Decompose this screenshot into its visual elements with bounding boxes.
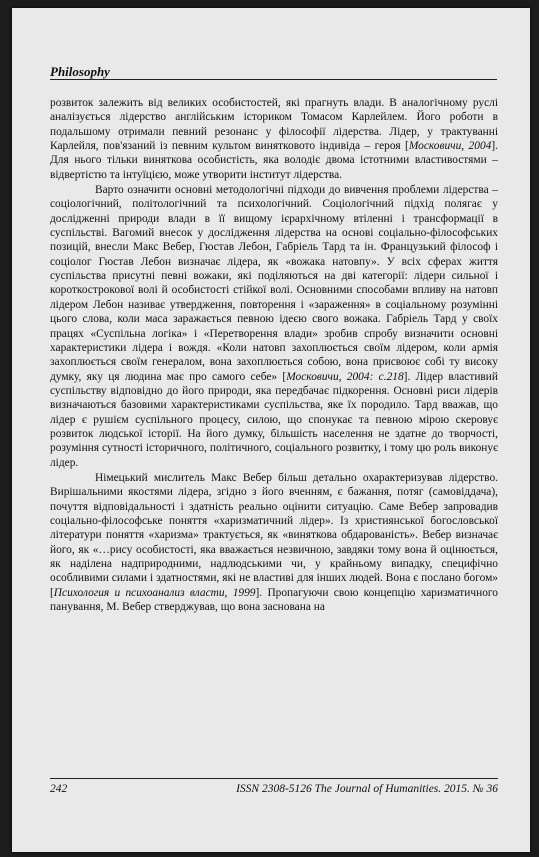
page-number: 242 [50, 783, 68, 795]
paragraph [50, 471, 498, 614]
paragraph-text: розвиток залежить від великих особистостей, які прагнуть влади. В аналогічному руслі аналізується лідерство англійським істориком Томасом Карлейлем. Його роботи в подальшому отримали певний резонанс у філософії лідерства. Лідер, у трактуванні Карлейля, пов'язаний із певним культом винятковото індивіда – героя [ [50, 97, 498, 153]
paragraph [50, 183, 498, 470]
article-body [50, 96, 498, 615]
paragraph-text: ]. Лідер властивий суспільству відповідно до його природи, яка передбачає підкорення. Основні риси лідерів визначаються базовими характеристиками суспільства, яке їх породило. Тард вважав, що лідер є рушієм суспільного процесу, силою, що спонукає та певною мірою скеровує розвиток людської історії. На його думку, більшість населення не здатне до творчості, розуміння сутності історичного, політичного, соціального розвитку, і тому цю роль виконує лідер. [50, 370, 498, 469]
paragraph [50, 96, 498, 182]
section-header: Philosophy [50, 64, 497, 80]
paragraph-text: Варто означити основні методологічні підходи до вивчення проблеми лідерства – соціологічний, політологічний та психологічний. Соціологічний підхід полягає у дослідженні природи влади в її вищому ієрархічному втіленні і трансформації в суспільстві. Вагомий внесок у дослідження лідерства на основі соціально-філософських позицій, внесли Макс Вебер, Гюстав Лебон, Габріель Тард та ін. Французький філософ і соціолог Гюстав Лебон визначає лідера, як «вожака натовпу». У всіх сферах життя суспільства присутні певні вожаки, які поділяються на дві категорії: лідери сильної і короткострокової волі й особистості стійкої волі. Основними способами впливу на натовп лідером Лебон називає утвердження, повторення і «зараження» в соціальному розумінні цього слова, коли маса заражається певною ідеєю свого вожака. Габріель Тард у своїх працях «Суспільна логіка» і «Перетворення влади» зробив спробу визначити основні характеристики лідера і вождя. «Коли натовп захоплюється своїм лідером, коли армія захоплюється своїм генералом, вона захоплюється собою, вона присвоює собі ту високу думку, яку ця людина має про самого себе» [ [50, 184, 498, 383]
journal-citation: ISSN 2308-5126 The Journal of Humanities. 2015. № 36 [236, 783, 498, 795]
citation: Московичи, 2004 [408, 140, 492, 153]
paragraph-text: ]. Для нього тільки виняткова особистість, яка володіє двома істотними властивостями – відвертістю та інтуїцією, може утворити інститут лідерства. [50, 140, 498, 181]
page-footer [50, 778, 498, 795]
citation: Московичи, 2004: с.218 [286, 370, 404, 383]
paragraph-text: Німецький мислитель Макс Вебер більш детально охарактеризував лідерство. Вирішальними якостями лідера, згідно з його вченням, є бажання, потяг (самовіддача), почуття відповідальності і здатність реально оцінити ситуацію. Саме Вебер запровадив соціально-філософське поняття «харизматичний лідер». Із християнської богословської літератури поняття «харизма» трактується, як «виняткова обдарованість». Вебер визначає його, як «…рису особистості, яка вважається незвичною, завдяки тому вона й оцінюється, як наділена надприродними, надлюдськими чи, у крайньому випадку, специфічно особливими силами і здатностями, які не властиві для інших людей. Вона є послано богом» [ [50, 471, 498, 599]
paragraph-text: ]. Пропагуючи свою концепцію харизматичного панування, М. Вебер стверджував, що вона заснована на [50, 586, 498, 614]
citation: Психология и психоанализ власти, 1999 [53, 586, 256, 599]
